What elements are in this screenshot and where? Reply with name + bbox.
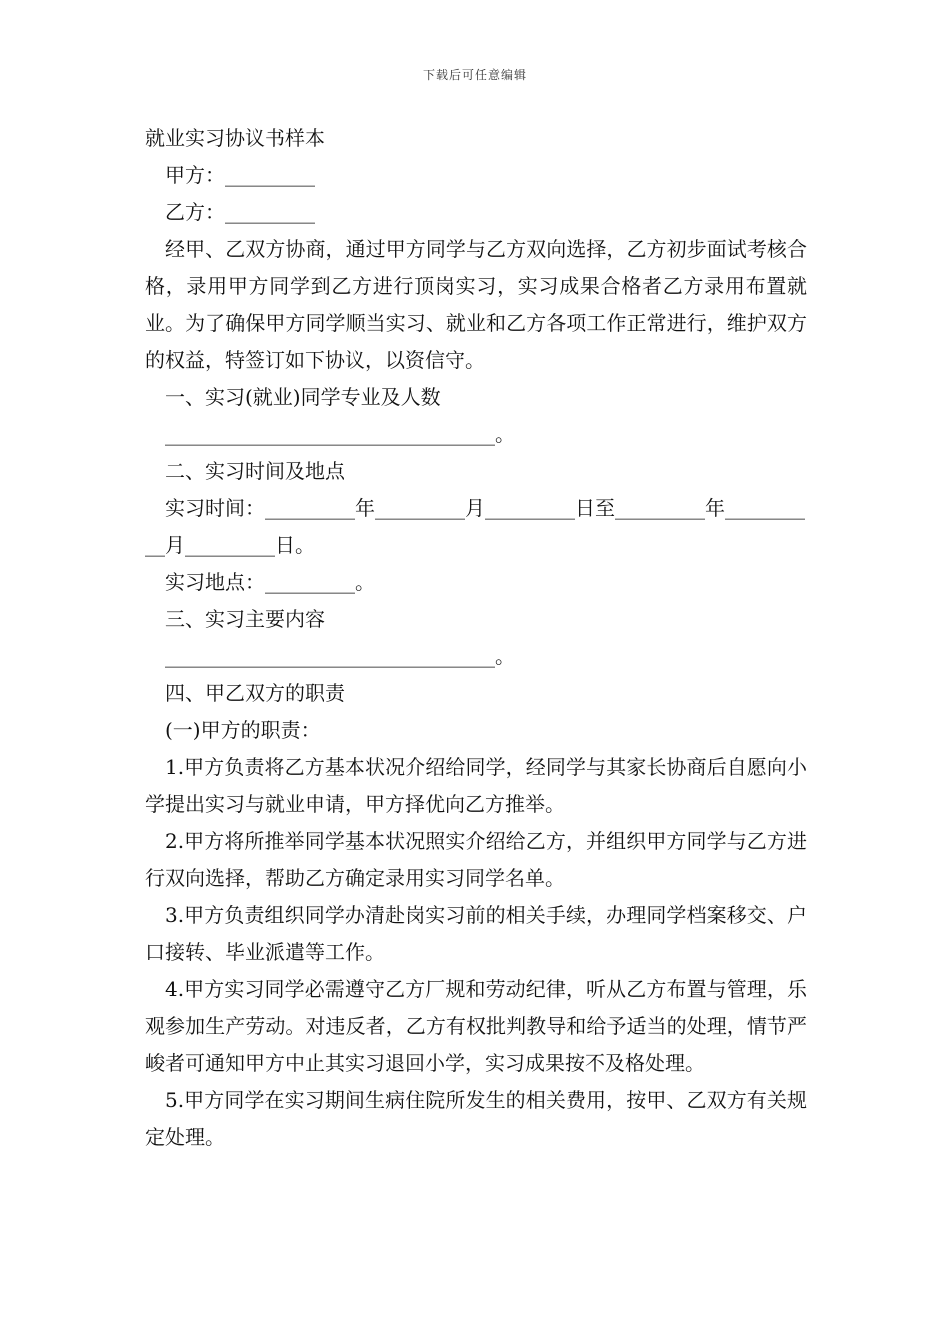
duty-item: 2.甲方将所推举同学基本状况照实介绍给乙方，并组织甲方同学与乙方进行双向选择，帮助乙方确定录用实习同学名单。 (145, 829, 807, 890)
section-1-blank: _________________________________。 (165, 422, 515, 446)
document-title: 就业实习协议书样本 (145, 126, 325, 150)
section-2-title: 二、实习时间及地点 (165, 459, 345, 483)
section-3-blank: _________________________________。 (165, 644, 515, 668)
page-header-note: 下载后可任意编辑 (422, 68, 527, 82)
section-3-title: 三、实习主要内容 (165, 607, 325, 631)
section-2-place: 实习地点：_________。 (165, 570, 375, 594)
intro-paragraph: 经甲、乙双方协商，通过甲方同学与乙方双向选择，乙方初步面试考核合格，录用甲方同学到乙方进行顶岗实习，实习成果合格者乙方录用布置就业。为了确保甲方同学顺当实习、就业和乙方各项工作正常进行，维护双方的权益，特签订如下协议，以资信守。 (145, 237, 807, 372)
duty-item: 4.甲方实习同学必需遵守乙方厂规和劳动纪律，听从乙方布置与管理，乐观参加生产劳动。对违反者，乙方有权批判教导和给予适当的处理，情节严峻者可通知甲方中止其实习退回小学，实习成果按不及格处理。 (145, 977, 807, 1075)
party-b-line: 乙方：_________ (165, 200, 315, 224)
duty-item: 3.甲方负责组织同学办清赴岗实习前的相关手续，办理同学档案移交、户口接转、毕业派遣等工作。 (145, 903, 807, 964)
party-a-line: 甲方：_________ (165, 163, 315, 187)
document-body (145, 120, 807, 1156)
section-2-time: 实习时间：_________年_________月_________日至_________年__________月_________日。 (145, 496, 805, 557)
duty-item: 5.甲方同学在实习期间生病住院所发生的相关费用，按甲、乙双方有关规定处理。 (145, 1088, 807, 1149)
section-1-title: 一、实习(就业)同学专业及人数 (165, 385, 441, 409)
section-4-title: 四、甲乙双方的职责 (165, 681, 345, 705)
duty-item: 1.甲方负责将乙方基本状况介绍给同学，经同学与其家长协商后自愿向小学提出实习与就业申请，甲方择优向乙方推举。 (145, 755, 807, 816)
section-4-subtitle: (一)甲方的职责： (165, 718, 321, 742)
